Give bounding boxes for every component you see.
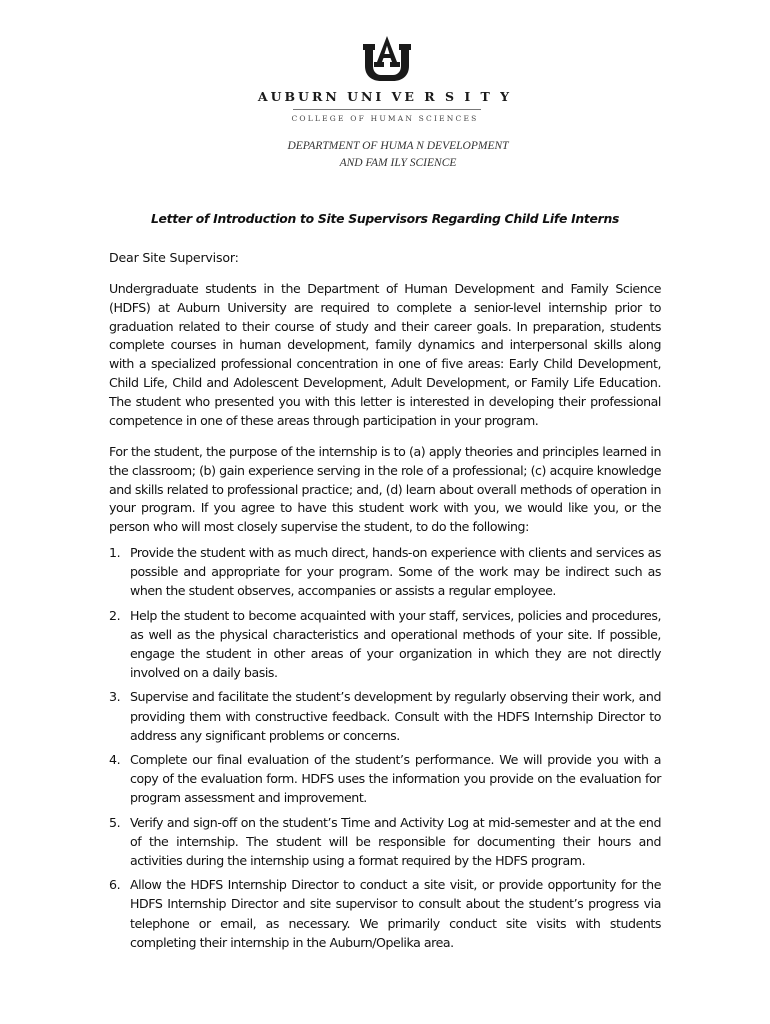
- list-item-number: 4.: [109, 752, 121, 768]
- department-line-1: DEPARTMENT OF HUMA N DEVELOPMENT: [287, 140, 509, 152]
- list-item-number: 6.: [109, 877, 121, 893]
- list-item-text: Complete our final evaluation of the student’s performance. We will provide you with a copy of the evaluation form. HDFS uses the information you provide on the evaluation for program assessment and improvement.: [130, 752, 661, 806]
- list-item-number: 5.: [109, 814, 121, 830]
- list-item-text: Provide the student with as much direct, hands-on experience with clients and services as possible and appropriate for your program. Some of the work may be indirect such as when the student observes, accompanies or assists a regular employee.: [130, 545, 661, 599]
- list-item-text: Verify and sign-off on the student’s Time and Activity Log at mid-semester and at the end of the internship. The student will be responsible for documenting their hours and activities during the internship using a format required by the HDFS program.: [130, 814, 661, 869]
- list-item: [109, 687, 661, 745]
- letter-title: Letter of Introduction to Site Supervisors Regarding Child Life Interns: [150, 211, 620, 226]
- list-item-text: Help the student to become acquainted with your staff, services, policies and procedures, as well as the physical characteristics and operational methods of your site. If possible, engage the student in other areas of your organization in which they are not directly involved on a daily basis.: [130, 607, 661, 681]
- list-item: [109, 813, 661, 871]
- auburn-au-logo-icon: [361, 36, 413, 82]
- responsibilities-list: [109, 543, 661, 957]
- header-divider: [293, 109, 481, 110]
- purpose-paragraph: For the student, the purpose of the internship is to (a) apply theories and principles learned in the classroom; (b) gain experience serving in the role of a professional; (c) acquire knowledge and skills related to professional practice; and, (d) learn about overall methods of operation in your program. If you agree to have this student work with you, we would like you, or the person who will most closely supervise the student, to do the following:: [109, 444, 661, 535]
- list-item-number: 1.: [109, 545, 121, 560]
- list-item-text: Supervise and facilitate the student’s development by regularly observing their work, and providing them with constructive feedback. Consult with the HDFS Internship Director to address any significant problems or concerns.: [130, 689, 661, 743]
- list-item: [109, 750, 661, 808]
- list-item-text: Allow the HDFS Internship Director to conduct a site visit, or provide opportunity for the HDFS Internship Director and site supervisor to consult about the student’s progress via telephone or email, as necessary. We primarily conduct site visits with students completing their internship in the Auburn/Opelika area.: [130, 877, 661, 950]
- list-item-number: 3.: [109, 689, 121, 705]
- university-name: AUBURN UNI VE R S I T Y: [257, 89, 513, 104]
- list-item: [109, 875, 661, 952]
- department-line-2: AND FAM ILY SCIENCE: [339, 157, 457, 169]
- list-item: [109, 606, 661, 683]
- list-item: [109, 543, 661, 601]
- intro-paragraph: Undergraduate students in the Department of Human Development and Family Science (HDFS) at Auburn University are required to complete a senior-level internship prior to graduation related to their course of study and their career goals. In preparation, students complete courses in human development, family dynamics and interpersonal skills along with a specialized professional concentration in one of five areas: Early Child Development, Child Life, Child and Adolescent Development, Adult Development, or Family Life Education. The student who presented you with this letter is interested in developing their professional competence in one of these areas through participation in your program.: [109, 281, 661, 428]
- college-name: COLLEGE OF HUMAN SCIENCES: [291, 114, 479, 123]
- salutation: Dear Site Supervisor:: [109, 250, 239, 265]
- list-item-number: 2.: [109, 607, 121, 623]
